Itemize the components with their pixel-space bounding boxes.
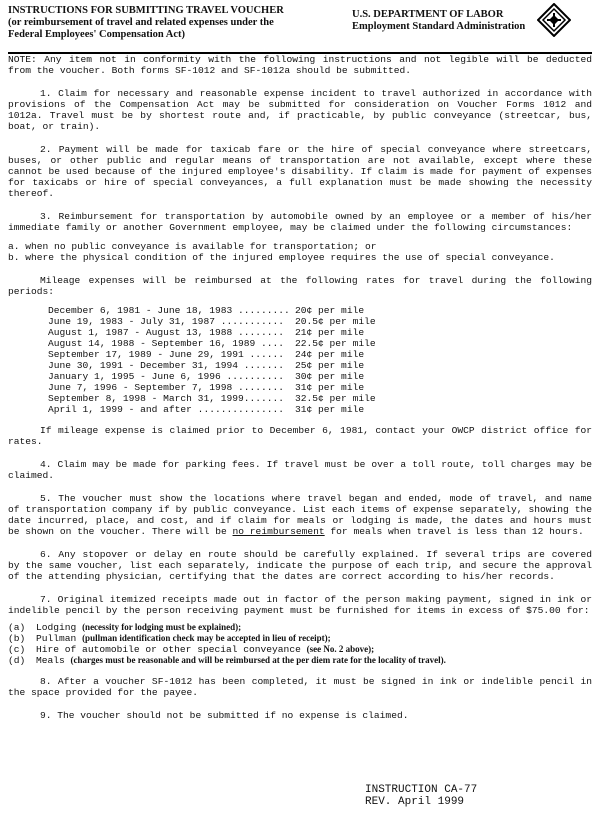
header-title-line: (or reimbursement of travel and related expenses under the	[8, 17, 274, 28]
list-item-label: Lodging	[36, 622, 83, 633]
rate-value: 31¢ per mile	[295, 382, 365, 393]
rate-value: 21¢ per mile	[295, 327, 365, 338]
mileage-intro: Mileage expenses will be reimbursed at the following rates for travel during the following periods:	[8, 275, 592, 297]
instructions-body	[8, 54, 592, 721]
list-item-label: Meals	[36, 655, 71, 666]
rate-row	[48, 305, 592, 316]
rate-value: 32.5¢ per mile	[295, 393, 376, 404]
list-item-note: (charges must be reasonable and will be reimbursed at the per diem rate for the locality of travel).	[70, 655, 446, 665]
mileage-note: If mileage expense is claimed prior to December 6, 1981, contact your OWCP district office for rates.	[8, 425, 592, 447]
rate-row	[48, 316, 592, 327]
rate-row	[48, 327, 592, 338]
list-item-note: (see No. 2 above);	[306, 644, 375, 654]
form-revision: REV. April 1999	[365, 796, 465, 808]
list-item	[8, 622, 592, 633]
instruction-3-condition-b: b. where the physical condition of the injured employee requires the use of special conveyance.	[8, 252, 555, 263]
instruction-4: 4. Claim may be made for parking fees. If travel must be over a toll route, toll charges may be claimed.	[8, 459, 592, 481]
rate-value: 20¢ per mile	[295, 305, 365, 316]
list-item-key: (b)	[8, 633, 26, 644]
rate-value: 31¢ per mile	[295, 404, 365, 415]
rate-row	[48, 382, 592, 393]
header-title-line: Federal Employees' Compensation Act)	[8, 29, 186, 40]
list-item-note: (pullman identification check may be accepted in lieu of receipt);	[82, 633, 331, 643]
list-item	[8, 655, 592, 666]
rate-period: August 1, 1987 - August 13, 1988 ........	[48, 327, 285, 338]
rate-value: 22.5¢ per mile	[295, 338, 376, 349]
instruction-5-text: 5. The voucher must show the locations where travel began and ended, mode of travel, and name of transportation company if by public conveyance. List each items of expense separately, showing the date incurred, place, and cost, and if claim for meals or lodging is made, the dates and hours must be shown on the voucher. There will be	[8, 493, 592, 537]
rate-period: April 1, 1999 - and after ...............	[48, 404, 285, 415]
rate-value: 20.5¢ per mile	[295, 316, 376, 327]
rate-value: 30¢ per mile	[295, 371, 365, 382]
rate-row	[48, 360, 592, 371]
rate-period: September 17, 1989 - June 29, 1991 ......	[48, 349, 285, 360]
dol-emblem-icon	[537, 3, 571, 37]
agency-division: Employment Standard Administration	[352, 21, 526, 32]
rate-value: 24¢ per mile	[295, 349, 365, 360]
list-item-key: (d)	[8, 655, 26, 666]
list-item-label: Pullman	[36, 633, 83, 644]
note-paragraph: NOTE: Any item not in conformity with the following instructions and not legible will be deducted from the voucher. Both forms SF-1012 and SF-1012a should be submitted.	[8, 54, 592, 76]
no-reimbursement-emphasis: no reimbursement	[232, 526, 325, 537]
form-identifier	[365, 784, 477, 808]
rate-period: September 8, 1998 - March 31, 1999.......	[48, 393, 285, 404]
list-item	[8, 633, 592, 644]
rate-row	[48, 371, 592, 382]
instruction-9: 9. The voucher should not be submitted if no expense is claimed.	[40, 710, 409, 721]
instruction-7: 7. Original itemized receipts made out in factor of the person making payment, signed in ink or indelible pencil by the person receiving payment must be furnished for items in excess of $75.00 for:	[8, 594, 592, 616]
instruction-6: 6. Any stopover or delay en route should be carefully explained. If several trips are covered by the same voucher, list each separately, indicate the purpose of each trip, and secure the approval of the attending physician, certifying that the dates are correct according to his/her records.	[8, 549, 592, 582]
header-title-line: INSTRUCTIONS FOR SUBMITTING TRAVEL VOUCHER	[8, 5, 284, 16]
rate-row	[48, 338, 592, 349]
rate-row	[48, 404, 592, 415]
mileage-rate-table	[48, 305, 592, 415]
instruction-2: 2. Payment will be made for taxicab fare or the hire of special conveyance where streetcars, buses, or other public and regular means of transportation are not available, except where these cannot be used because of the injured employee's disability. If claim is made for payment of expenses for taxicabs or hire of special conveyances, a full explanation must be made showing the necessity thereof.	[8, 144, 592, 199]
rate-value: 25¢ per mile	[295, 360, 365, 371]
list-item-label: Hire of automobile or other special conveyance	[36, 644, 307, 655]
header-title-block	[8, 5, 328, 41]
instruction-5	[8, 493, 592, 537]
rate-period: August 14, 1988 - September 16, 1989 ....	[48, 338, 285, 349]
list-item	[8, 644, 592, 655]
instruction-3-condition-a: a. when no public conveyance is available for transportation; or	[8, 241, 377, 252]
rate-period: June 7, 1996 - September 7, 1998 ........	[48, 382, 285, 393]
rate-row	[48, 349, 592, 360]
receipt-items-list	[8, 622, 592, 666]
agency-name: U.S. DEPARTMENT OF LABOR	[352, 9, 504, 20]
list-item-key: (c)	[8, 644, 26, 655]
instruction-3: 3. Reimbursement for transportation by automobile owned by an employee or a member of his/her immediate family or another Government employee, may be claimed under the following circumstances:	[8, 211, 592, 233]
header-agency-block	[352, 9, 552, 33]
rate-period: December 6, 1981 - June 18, 1983 .........	[48, 305, 290, 316]
rate-row	[48, 393, 592, 404]
instruction-5-text-end: for meals when travel is less than 12 hours.	[324, 526, 584, 537]
rate-period: January 1, 1995 - June 6, 1996 ..........	[48, 371, 285, 382]
form-number: INSTRUCTION CA-77	[365, 784, 478, 796]
instruction-8: 8. After a voucher SF-1012 has been completed, it must be signed in ink or indelible pencil in the space provided for the payee.	[8, 676, 592, 698]
list-item-note: (necessity for lodging must be explained);	[82, 622, 242, 632]
list-item-key: (a)	[8, 622, 26, 633]
rate-period: June 30, 1991 - December 31, 1994 .......	[48, 360, 285, 371]
instruction-1: 1. Claim for necessary and reasonable expense incident to travel authorized in accordance with provisions of the Compensation Act may be submitted for consideration on Voucher Forms 1012 and 1012a. Travel must be by shortest route and, if practicable, by public conveyance (streetcar, bus, boat, or train).	[8, 88, 592, 132]
rate-period: June 19, 1983 - July 31, 1987 ...........	[48, 316, 285, 327]
